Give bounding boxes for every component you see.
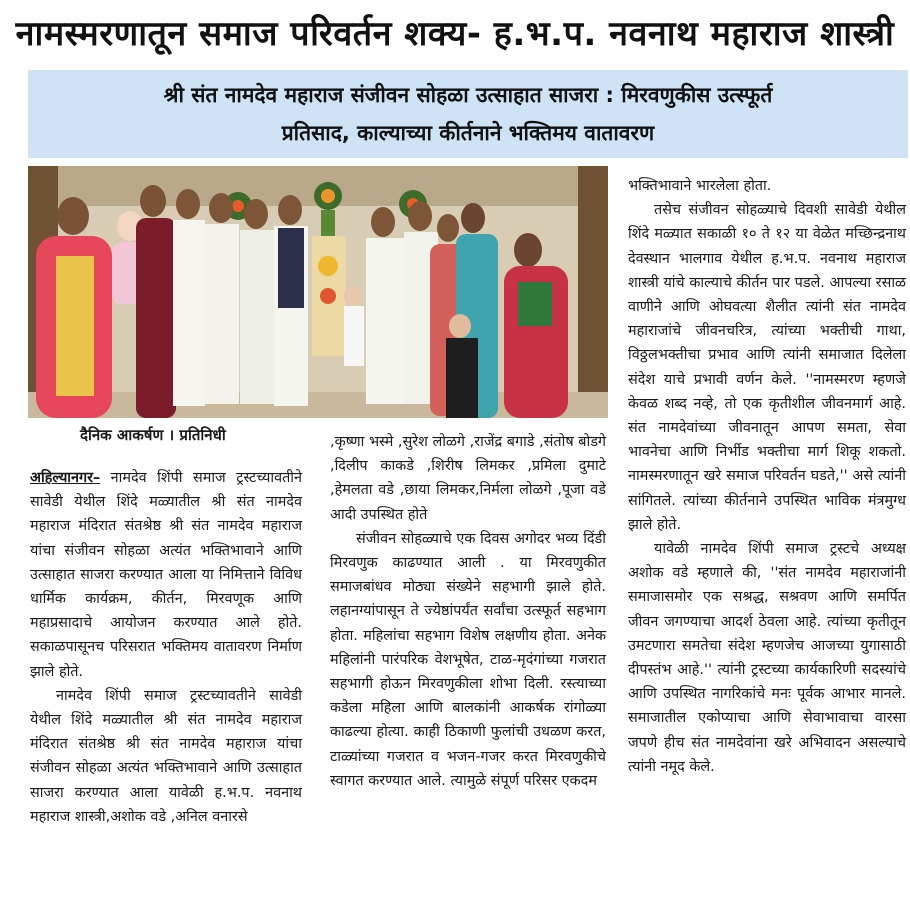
paragraph: संजीवन सोहळ्याचे एक दिवस अगोदर भव्य दिंडी मिरवणुक काढण्यात आली . या मिरवणुकीत समाजबांधव मोठ्या संख्येने सहभागी झाले होते. लहानग्यांपासून ते ज्येष्ठांपर्यंत सर्वांचा उत्स्फूर्त सहभाग होता. महिलांचा सहभाग विशेष लक्षणीय होता. अनेक महिलांनी पारंपरिक वेशभूषेत, टाळ-मृदंगांच्या गजरात सहभागी होऊन मिरवणुकीला शोभा दिली. रस्त्याच्या कडेला महिला आणि बालकांनी आकर्षक रांगोळ्या काढल्या होत्या. काही ठिकाणी फुलांची उधळण करत, टाळ्यांच्या गजरात व भजन-गजर करत मिरवणुकीचे स्वागत करण्यात आले. त्यामुळे संपूर्ण परिसर एकदम bbox=[330, 530, 606, 789]
dateline: अहिल्यानगर– bbox=[30, 470, 101, 486]
subheadline-line-2: प्रतिसाद, काल्याच्या कीर्तनाने भक्तिमय वातावरण bbox=[281, 121, 655, 145]
reporter-credit: दैनिक आकर्षण । प्रतिनिधी bbox=[80, 426, 226, 444]
article-column-3 bbox=[628, 174, 906, 779]
paragraph: नामदेव शिंपी समाज ट्रस्टच्यावतीने सावेडी येथील शिंदे मळ्यातील श्री संत नामदेव महाराज मंदिरात संतश्रेष्ठ श्री संत नामदेव महाराज यांचा संजीवन सोहळा अत्यंत भक्तिभावाने आणि उत्साहात साजरा करण्यात आला या निमित्ताने विविध धार्मिक कार्यक्रम, कीर्तन, मिरवणूक आणि महाप्रसादाचे आयोजन करण्यात आले होते. सकाळपासूनच परिसरात भक्तिमय वातावरण निर्माण झाले होते. bbox=[30, 470, 302, 680]
paragraph: नामदेव शिंपी समाज ट्रस्टच्यावतीने सावेडी येथील शिंदे मळ्यातील श्री संत नामदेव महाराज मंदिरात संतश्रेष्ठ श्री संत नामदेव महाराज यांचा संजीवन सोहळा अत्यंत भक्तिभावाने आणि उत्साहात साजरा करण्यात आला यावेळी ह.भ.प. नवनाथ महाराज शास्त्री,अशोक वडे ,अनिल वनारसे bbox=[30, 687, 302, 825]
paragraph: तसेच संजीवन सोहळ्याचे दिवशी सावेडी येथील शिंदे मळ्यात सकाळी १० ते १२ या वेळेत मच्छिन्द्रनाथ देवस्थान भालगाव येथील ह.भ.प. नवनाथ महाराज शास्त्री यांचे काल्याचे कीर्तन पार पडले. आपल्या रसाळ वाणीने आणि ओघवत्या शैलीत त्यांनी संत नामदेव महाराजांचे जीवनचरित्र, त्यांच्या भक्तीची गाथा, विठ्ठलभक्तीचा प्रभाव आणि त्यांनी समाजात दिलेला संदेश याचे प्रभावी वर्णन केले. ''नामस्मरण म्हणजे केवळ शब्द नव्हे, तो एक कृतीशील जीवनमार्ग आहे. संत नामदेवांच्या जीवनातून आपण समता, सेवा भावनेचा आणि निर्भीड भक्तीचा मार्ग शिकू शकतो. नामस्मरणातून खरे समाज परिवर्तन घडते,'' असे त्यांनी सांगितले. त्यांच्या कीर्तनाने उपस्थित भाविक मंत्रमुग्ध झाले होते. bbox=[628, 202, 906, 533]
event-photo bbox=[28, 166, 608, 418]
headline: नामस्मरणातून समाज परिवर्तन शक्य- ह.भ.प. नवनाथ महाराज शास्त्री bbox=[15, 14, 895, 54]
paragraph: भक्तिभावाने भारलेला होता. bbox=[628, 178, 772, 194]
article-column-2 bbox=[330, 430, 606, 793]
article-column-1 bbox=[30, 466, 302, 829]
paragraph: ,कृष्णा भस्मे ,सुरेश लोळगे ,राजेंद्र बगाडे ,संतोष बोडगे ,दिलीप काकडे ,शिरीष लिमकर ,प्रमिला दुमाटे ,हेमलता वडे ,छाया लिमकर,निर्मला लोळगे ,पूजा वडे आदी उपस्थित होते bbox=[330, 434, 606, 523]
subheadline-line-1: श्री संत नामदेव महाराज संजीवन सोहळा उत्साहात साजरा : मिरवणुकीस उत्स्फूर्त bbox=[163, 83, 773, 107]
subheadline-box bbox=[28, 70, 908, 158]
paragraph: यावेळी नामदेव शिंपी समाज ट्रस्टचे अध्यक्ष अशोक वडे म्हणाले की, ''संत नामदेव महाराजांनी समाजासमोर एक सश्रद्ध, सश्रवण आणि समर्पित जीवन जगण्याचा आदर्श ठेवला आहे. त्यांच्या कृतीतून उमटणारा समतेचा संदेश म्हणजेच आजच्या युगासाठी दीपस्तंभ आहे.'' त्यांनी ट्रस्टच्या कार्यकारिणी सदस्यांचे आणि उपस्थित नागरिकांचे मनः पूर्वक आभार मानले. समाजातील एकोप्याचा आणि सेवाभावाचा वारसा जपणे हीच संत नामदेवांना खरे अभिवादन असल्याचे त्यांनी नमूद केले. bbox=[628, 541, 906, 775]
